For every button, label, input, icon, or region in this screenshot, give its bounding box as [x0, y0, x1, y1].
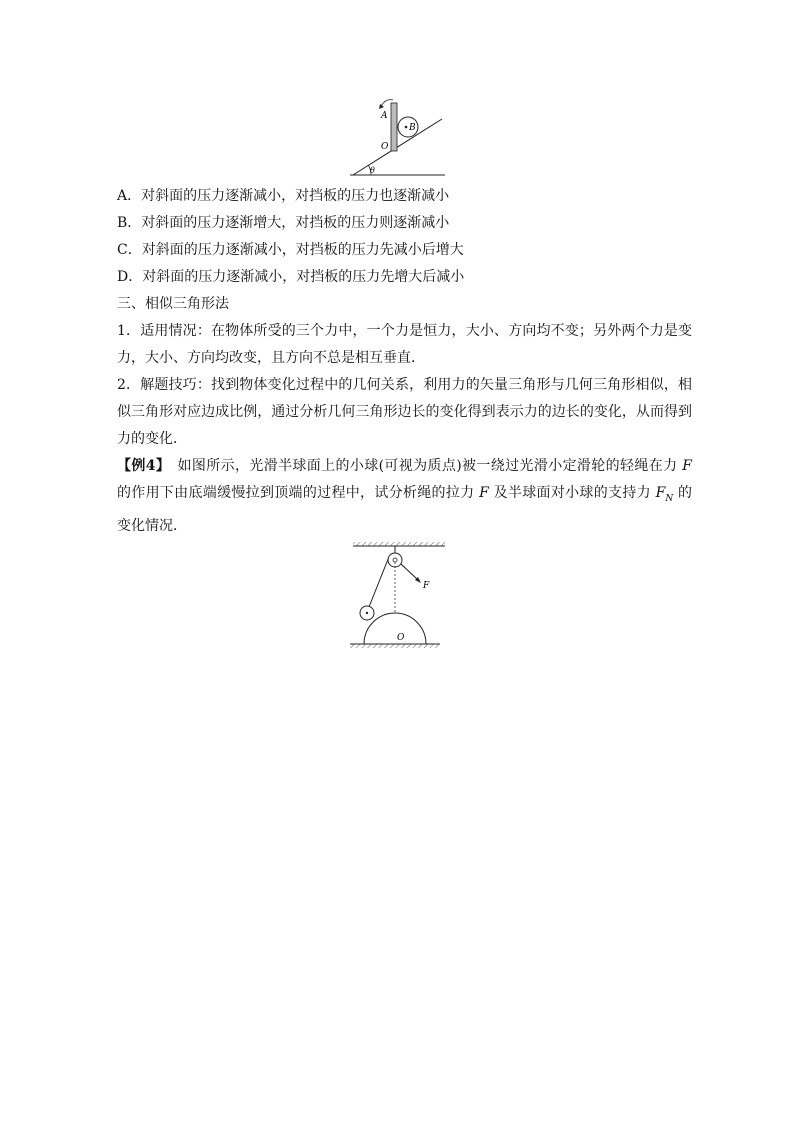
pulley-axle	[393, 558, 397, 562]
symbol-f: F	[479, 485, 489, 501]
label-b: B	[409, 123, 416, 133]
label-o: O	[381, 142, 389, 152]
symbol-f: F	[682, 458, 692, 474]
symbol-fn-subscript: N	[665, 493, 674, 504]
hemisphere	[364, 613, 426, 644]
item-2-paragraph: 2．解题技巧：找到物体变化过程中的几何关系，利用力的矢量三角形与几何三角形相似，相似三角形对应边成比例，通过分析几何三角形边长的变化得到表示力的边长的变化，从而得到力的变化．	[117, 377, 692, 447]
label-a: A	[381, 111, 388, 121]
option-c: C．对斜面的压力逐渐减小，对挡板的压力先减小后增大	[117, 242, 464, 258]
example-tag: 【例4】	[117, 458, 164, 474]
option-d: D．对斜面的压力逐渐减小，对挡板的压力先增大后减小	[117, 269, 465, 285]
item-1-paragraph: 1．适用情况：在物体所受的三个力中，一个力是恒力，大小、方向均不变；另外两个力是变力，大小、方向均改变，且方向不总是相互垂直．	[117, 323, 692, 366]
rope-to-force	[401, 564, 418, 580]
ground-hatch	[350, 644, 440, 648]
option-b: B．对斜面的压力逐渐增大，对挡板的压力则逐渐减小	[117, 215, 450, 231]
symbol-fn: F	[655, 485, 666, 501]
example-text-2: 的作用下由底端缓慢拉到顶端的过程中，试分析绳的拉力	[117, 485, 480, 501]
example-text-3: 及半球面对小球的支持力	[488, 485, 656, 501]
hemisphere-pulley-figure	[345, 540, 445, 652]
ball-center-dot	[405, 126, 408, 129]
option-a: A．对斜面的压力逐渐减小，对挡板的压力也逐渐减小	[117, 188, 450, 204]
label-theta: θ	[370, 166, 375, 175]
small-ball-dot	[366, 612, 368, 614]
example-4-paragraph	[117, 453, 692, 540]
incline-line	[353, 119, 442, 175]
rope-to-ball	[369, 558, 389, 607]
baffle-board	[391, 103, 397, 151]
label-o: O	[397, 633, 405, 643]
example-text-4: 的变化情况．	[117, 485, 692, 534]
section-heading: 三、相似三角形法	[117, 296, 229, 312]
ceiling-hatch	[353, 542, 445, 546]
label-f: F	[423, 581, 430, 591]
incline-figure	[345, 95, 450, 180]
example-text-1: 如图所示，光滑半球面上的小球(可视为质点)被一绕过光滑小定滑轮的轻绳在力	[163, 458, 683, 474]
